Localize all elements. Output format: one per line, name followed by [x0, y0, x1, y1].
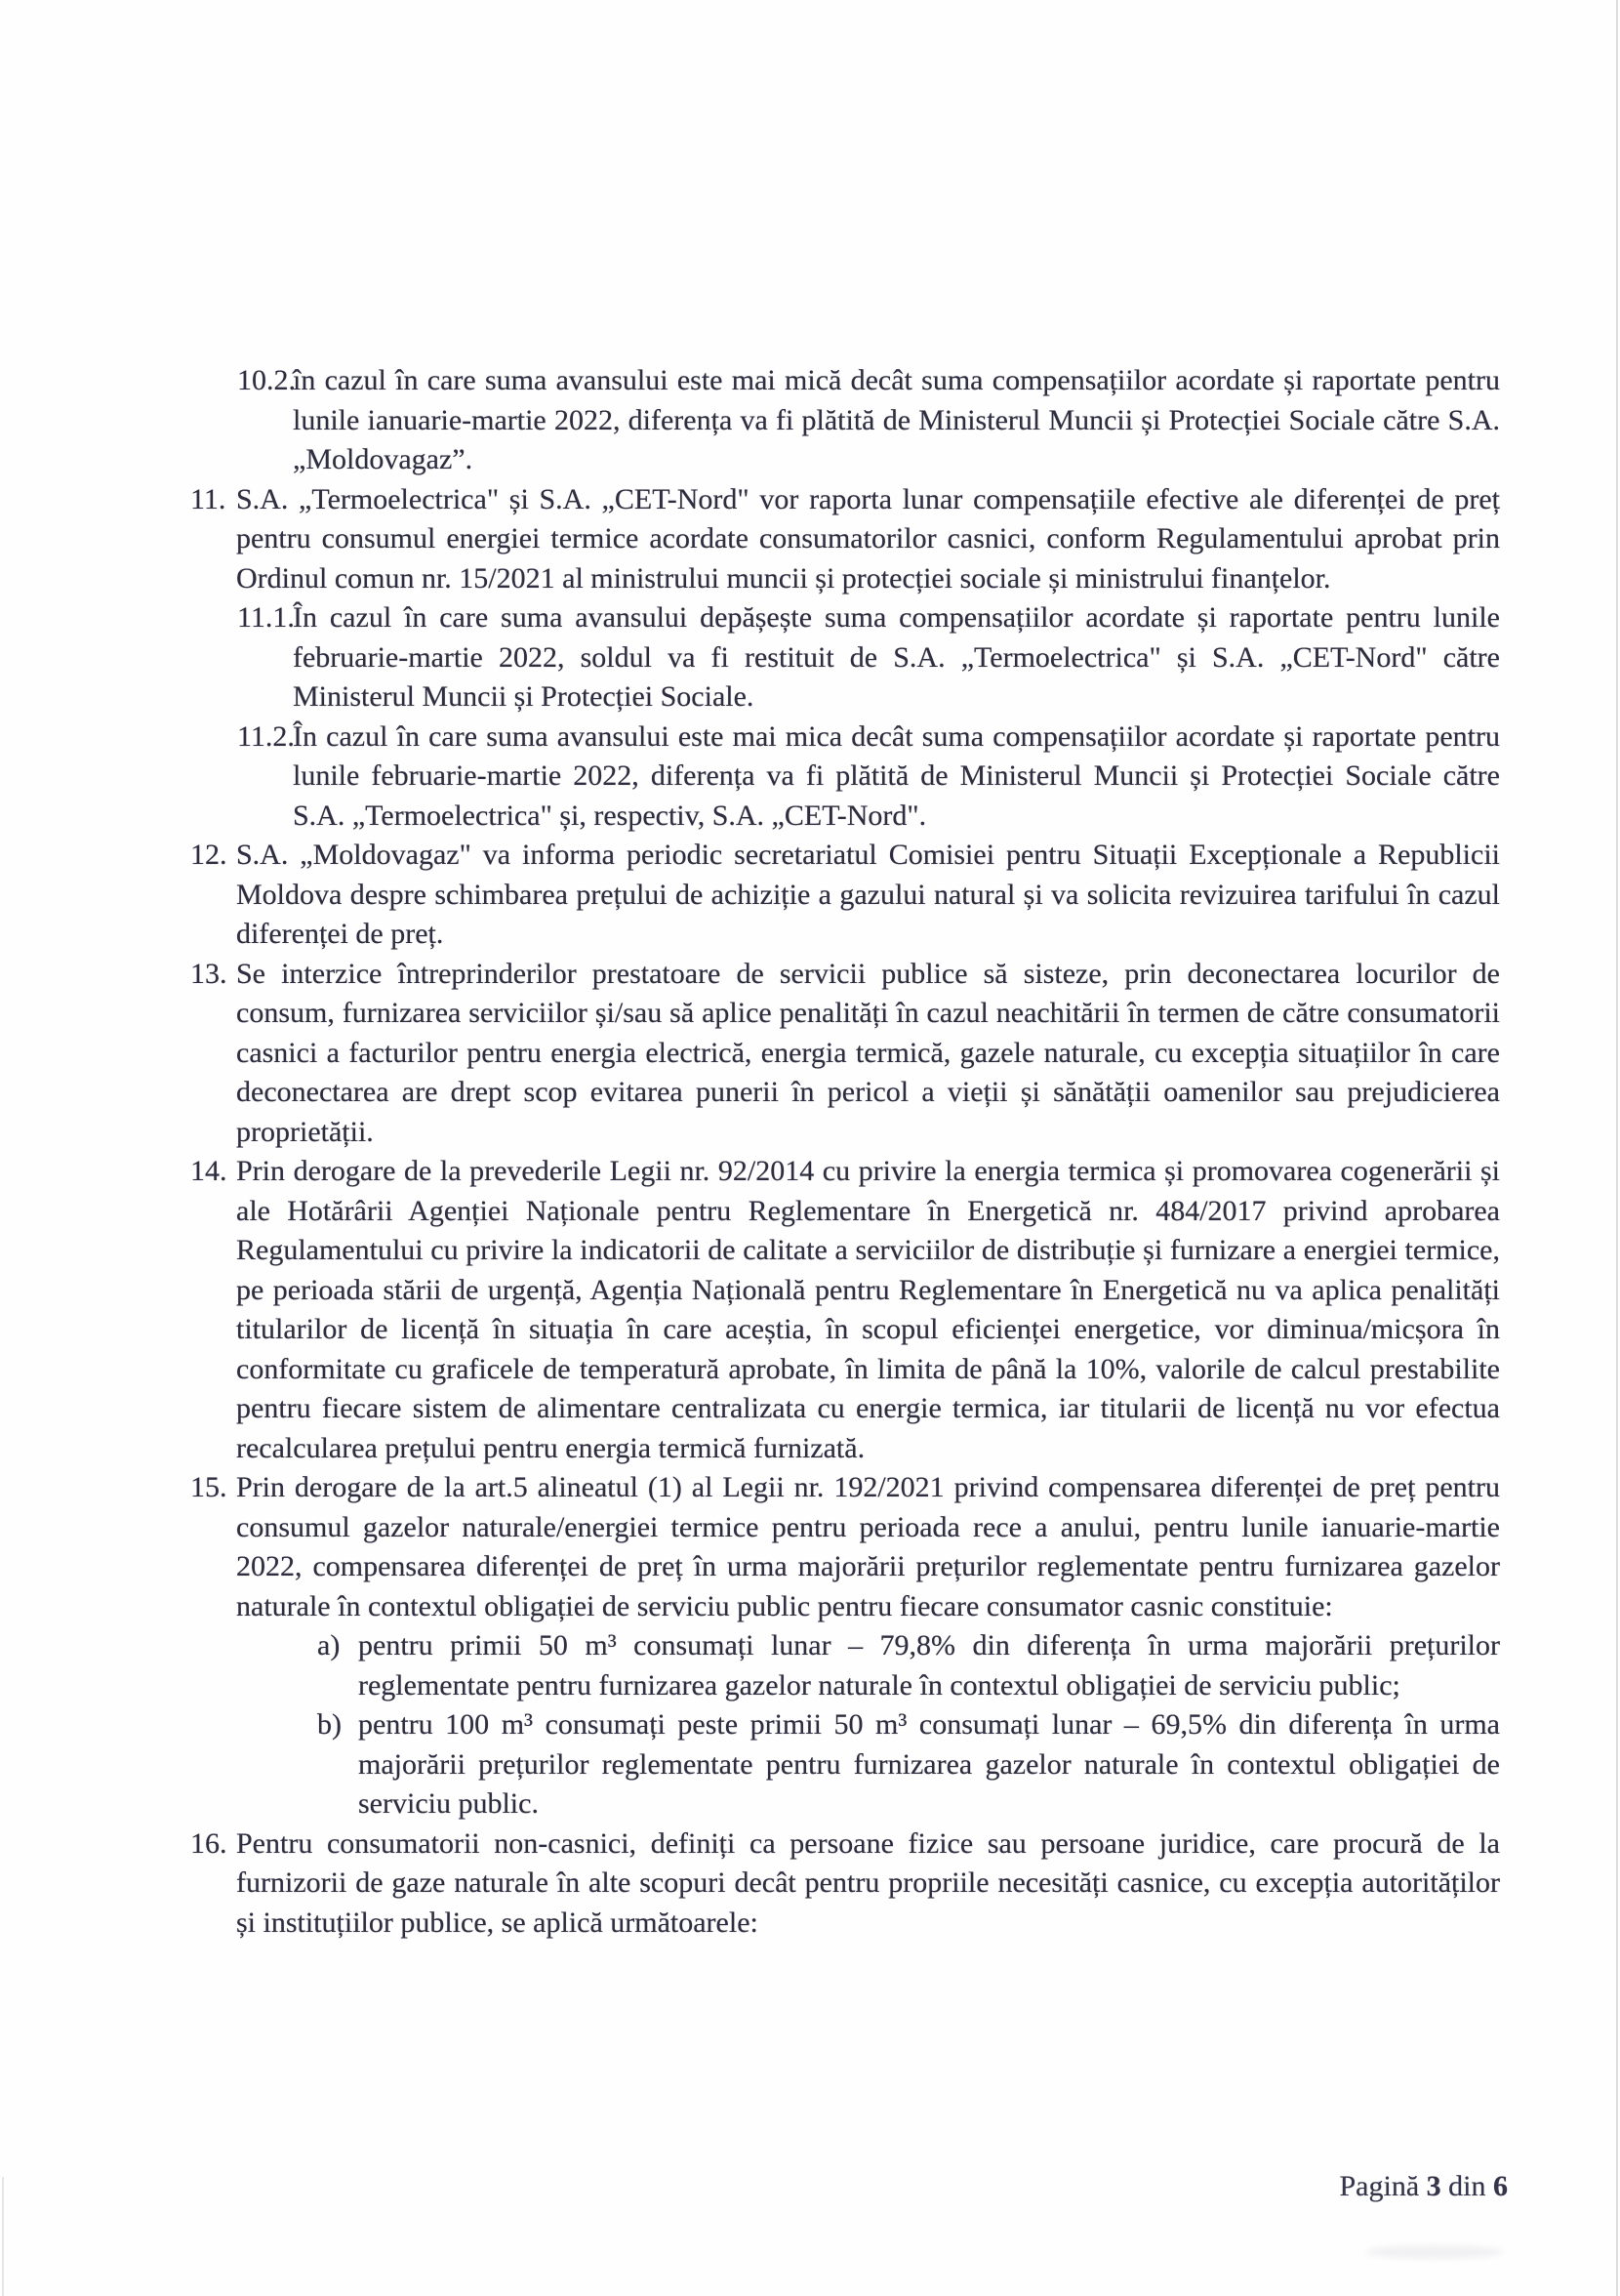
scan-smudge: [1366, 2245, 1503, 2259]
item-text: Pentru consumatorii non-casnici, definiți ca persoane fizice sau persoane juridice, care procură de la furnizorii de gaze naturale în alte scopuri decât pentru propriile necesități casnice, cu excepția autorităților și instituțiilor publice, se aplică următoarele:: [236, 1826, 1500, 1939]
page-footer: [1340, 2169, 1509, 2204]
item-marker: 16.: [190, 1826, 227, 1860]
list-item-14: [190, 1152, 1500, 1468]
list-item-11-2: [237, 718, 1500, 837]
list-item-15: [190, 1468, 1500, 1626]
scan-edge-right: [1616, 0, 1618, 2296]
item-text: Prin derogare de la prevederile Legii nr. 92/2014 cu privire la energia termica și promovarea cogenerării și ale Hotărârii Agenției Naționale pentru Reglementare în Energetică nr. 484/2017 privind aprobarea Regulamentului cu privire la indicatorii de calitate a serviciilor de distribuție și furnizare a energiei termice, pe perioada stării de urgență, Agenția Națională pentru Reglementare în Energetică nu va aplica penalități titularilor de licență în situația în care aceștia, în scopul eficienței energetice, vor diminua/micșora în conformitate cu graficele de temperatură aprobate, în limita de până la 10%, valorile de calcul prestabilite pentru fiecare sistem de alimentare centralizata cu energie termica, iar titularii de licență nu vor efectua recalcularea prețului pentru energia termică furnizată.: [236, 1155, 1500, 1464]
item-marker: 15.: [190, 1471, 227, 1503]
list-item-11-1: [237, 598, 1500, 718]
item-marker: 14.: [190, 1155, 227, 1187]
footer-of-label: din: [1448, 2170, 1486, 2202]
item-marker: a): [317, 1629, 341, 1661]
item-text: În cazul în care suma avansului depășește suma compensațiilor acordate și raportate pentru lunile februarie-martie 2022, soldul va fi restituit de S.A. „Termoelectrica" și S.A. „CET-Nord" către Ministerul Muncii și Protecției Sociale.: [293, 601, 1500, 713]
footer-label: Pagină: [1339, 2170, 1420, 2202]
footer-page-number: 3: [1426, 2170, 1441, 2202]
item-marker: 11.1.: [237, 601, 295, 634]
item-marker: 11.2.: [237, 719, 295, 753]
item-text: Se interzice întreprinderilor prestatoare de servicii publice să sisteze, prin deconectarea locurilor de consum, furnizarea serviciilor și/sau să aplice penalități în cazul neachitării în termen de către consumatorii casnici a facturilor pentru energia electrică, energia termică, gazele naturale, cu excepția situațiilor în care deconectarea are drept scop evitarea punerii în pericol a vieții și sănătății oamenilor sau prejudicierea proprietății.: [236, 957, 1500, 1148]
item-marker: b): [317, 1708, 342, 1741]
item-text: pentru primii 50 m³ consumați lunar – 79,8% din diferența în urma majorării prețurilor reglementate pentru furnizarea gazelor naturale în contextul obligației de serviciu public;: [358, 1629, 1500, 1702]
list-item-15-a: [317, 1626, 1500, 1705]
list-item-16: [190, 1824, 1500, 1944]
item-text: Prin derogare de la art.5 alineatul (1) al Legii nr. 192/2021 privind compensarea diferenței de preț pentru consumul gazelor naturale/energiei termice pentru perioada rece a anului, pentru lunile ianuarie-martie 2022, compensarea diferenței de preț în urma majorării prețurilor reglementate pentru furnizarea gazelor naturale în contextul obligației de serviciu public pentru fiecare consumator casnic constituie:: [236, 1471, 1500, 1622]
list-item-12: [190, 836, 1500, 955]
footer-total-pages: 6: [1493, 2170, 1508, 2202]
list-item-10-2: [237, 361, 1500, 480]
scan-edge-left: [2, 2177, 4, 2296]
item-marker: 13.: [190, 957, 227, 990]
item-text: S.A. „Termoelectrica" și S.A. „CET-Nord" vor raporta lunar compensațiile efective ale diferenței de preț pentru consumul energiei termice acordate consumatorilor casnici, conform Regulamentului aprobat prin Ordinul comun nr. 15/2021 al ministrului muncii și protecției sociale și ministrului finanțelor.: [236, 482, 1500, 594]
list-item-13: [190, 955, 1500, 1153]
item-text: În cazul în care suma avansului este mai mica decât suma compensațiilor acordate și raportate pentru lunile februarie-martie 2022, diferența va fi plătită de Ministerul Muncii și Protecției Sociale către S.A. „Termoelectrica" și, respectiv, S.A. „CET-Nord".: [293, 719, 1500, 832]
item-marker: 10.2.: [237, 364, 296, 396]
list-item-11: [190, 480, 1500, 599]
item-marker: 12.: [190, 839, 227, 871]
document-body: [190, 361, 1500, 1943]
item-marker: 11.: [190, 482, 226, 515]
list-item-15-b: [317, 1705, 1500, 1824]
item-text: pentru 100 m³ consumați peste primii 50 m³ consumați lunar – 69,5% din diferența în urma majorării prețurilor reglementate pentru furnizarea gazelor naturale în contextul obligației de serviciu public.: [358, 1708, 1500, 1820]
item-text: S.A. „Moldovagaz" va informa periodic secretariatul Comisiei pentru Situații Excepționale a Republicii Moldova despre schimbarea prețului de achiziție a gazului natural și va solicita revizuirea tarifului în cazul diferenței de preț.: [236, 839, 1500, 950]
item-text: în cazul în care suma avansului este mai mică decât suma compensațiilor acordate și raportate pentru lunile ianuarie-martie 2022, diferența va fi plătită de Ministerul Muncii și Protecției Sociale către S.A. „Moldovagaz”.: [293, 364, 1500, 475]
